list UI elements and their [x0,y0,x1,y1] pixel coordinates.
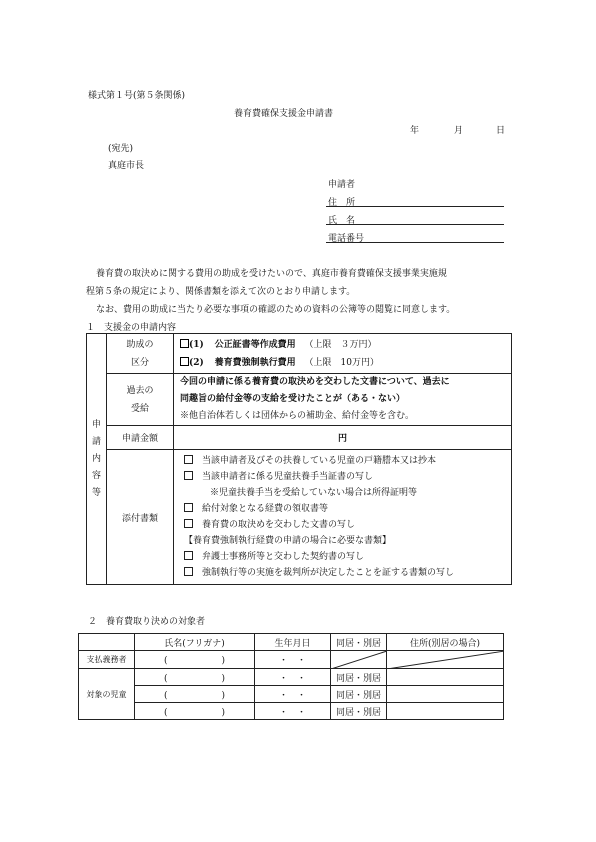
side-char: 内 [91,453,101,464]
child-cohab[interactable]: 同居・別居 [331,669,387,686]
doc-item[interactable] [184,549,511,565]
name-line [326,224,504,225]
doc-text: 【養育費強制執行経費の申請の場合に必要な書類】 [184,536,392,546]
doc-item[interactable] [184,501,511,517]
child-cohab[interactable]: 同居・別居 [331,686,387,703]
type-label: 区分 [130,357,149,368]
option-num: (1) [189,339,204,350]
doc-item[interactable] [184,453,511,469]
side-char: 容 [91,470,101,481]
docs-label: 添付書類 [107,450,174,585]
application-table [86,333,512,585]
amount-unit[interactable]: 円 [174,426,512,450]
header-blank [79,634,135,651]
doc-subheading [184,533,511,549]
header-name: 氏名(フリガナ) [135,634,255,651]
date-year: 年 [410,126,420,136]
doc-text: 弁護士事務所等と交わした契約書の写し [202,552,365,562]
type-label: 助成の [126,339,154,350]
header-cohab: 同居・別居 [331,634,387,651]
checkbox-icon[interactable] [184,503,193,512]
checkbox-icon[interactable] [184,519,193,528]
header-birth: 生年月日 [255,634,331,651]
doc-text: 当該申請者に係る児童扶養手当証書の写し [202,472,374,482]
addressee-label: (宛先) [108,144,134,154]
past-text-1: 今回の申請に係る養育費の取決めを交わした文書について、過去に [180,377,450,387]
option-limit: （上限 ３万円） [304,339,377,350]
doc-text: 強制執行等の実施を裁判所が決定したことを証する書類の写し [202,568,455,578]
child-name[interactable]: ( ) [135,669,255,686]
amount-label: 申請金額 [107,426,174,450]
child-name[interactable]: ( ) [135,686,255,703]
applicant-address-label: 住 所 [328,198,356,208]
child-cohab[interactable]: 同居・別居 [331,703,387,720]
child-label: 対象の児童 [79,669,135,720]
checkbox-icon[interactable] [184,567,193,576]
doc-item[interactable] [184,469,511,485]
docs-cell [174,450,512,585]
side-char: 申 [91,419,101,430]
payer-label: 支払義務者 [79,651,135,669]
applicant-label: 申請者 [328,180,356,190]
past-text-cell [174,374,512,426]
address-line [326,206,504,207]
type-label-cell [107,334,174,374]
checkbox-icon[interactable] [184,455,193,464]
child-birth[interactable]: ・ ・ [255,703,331,720]
side-char: 請 [91,436,101,447]
past-label: 受給 [130,403,149,414]
form-number: 様式第１号(第５条関係) [88,91,186,101]
past-label-cell [107,374,174,426]
doc-text: ※児童扶養手当を受給していない場合は所得証明等 [210,488,418,498]
side-label-cell [87,334,107,585]
payer-name[interactable]: ( ) [135,651,255,669]
type-option-2[interactable] [180,354,511,372]
date-month: 月 [454,126,464,136]
checkbox-icon[interactable] [180,357,189,366]
child-address[interactable] [387,669,504,686]
type-options-cell [174,334,512,374]
section1-heading: １ 支援金の申請内容 [86,323,177,333]
checkbox-icon[interactable] [184,551,193,560]
child-birth[interactable]: ・ ・ [255,686,331,703]
doc-note [184,485,511,501]
past-note: ※他自治体若しくは団体からの補助金、給付金等を含む。 [180,411,415,421]
doc-text: 当該申請者及びその扶養している児童の戸籍謄本又は抄本 [202,456,437,466]
applicant-phone-label: 電話番号 [328,234,365,244]
phone-line [326,242,504,243]
payer-cohab-na [331,651,387,669]
child-address[interactable] [387,703,504,720]
checkbox-icon[interactable] [184,471,193,480]
child-address[interactable] [387,686,504,703]
date-day: 日 [496,126,506,136]
doc-item[interactable] [184,565,511,581]
past-text-2[interactable]: 同趣旨の給付金等の支給を受けたことが（ある・ない） [180,394,406,404]
doc-text: 養育費の取決めを交わした文書の写し [202,520,356,530]
doc-text: 給付対象となる経費の領収書等 [202,504,329,514]
page-title: 養育費確保支援金申請書 [234,109,334,119]
body-line-3: なお、費用の助成に当たり必要な事項の確認のための資料の公簿等の閲覧に同意します。 [96,305,456,315]
child-birth[interactable]: ・ ・ [255,669,331,686]
side-char: 等 [91,487,101,498]
target-persons-table [78,633,504,720]
slash-icon [331,651,386,669]
addressee: 真庭市長 [108,161,145,171]
section2-heading: ２ 養育費取り決めの対象者 [88,617,206,627]
payer-address-na [387,651,504,669]
option-limit: （上限 10万円） [304,357,379,368]
type-option-1[interactable] [180,336,511,354]
checkbox-icon[interactable] [180,339,189,348]
past-label: 過去の [126,385,154,396]
payer-birth[interactable]: ・ ・ [255,651,331,669]
child-name[interactable]: ( ) [135,703,255,720]
body-line-1: 養育費の取決めに関する費用の助成を受けたいので、真庭市養育費確保支援事業実施規 [96,269,447,279]
doc-item[interactable] [184,517,511,533]
option-num: (2) [189,357,204,368]
header-address: 住所(別居の場合) [387,634,504,651]
option-text: 公正証書等作成費用 [214,339,296,350]
slash-icon [387,651,503,669]
applicant-name-label: 氏 名 [328,216,356,226]
body-line-2: 程第５条の規定により、関係書類を添えて次のとおり申請します。 [86,287,356,297]
option-text: 養育費強制執行費用 [214,357,296,368]
